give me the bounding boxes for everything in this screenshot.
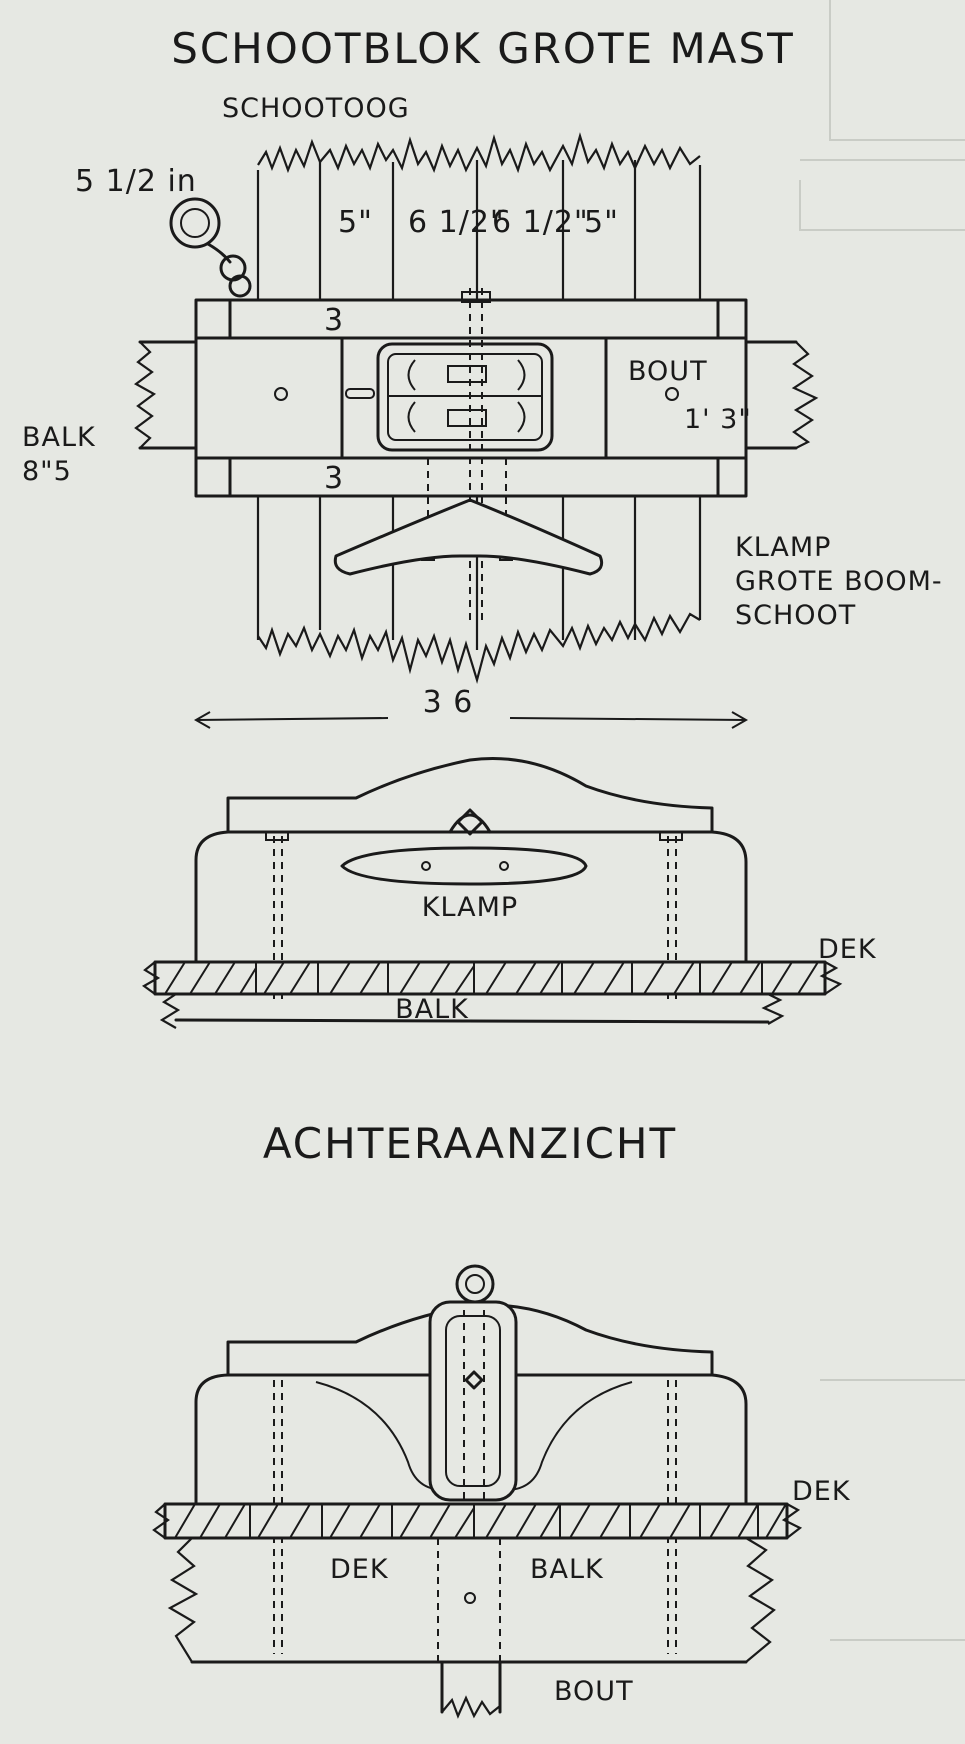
schootoog-label: SCHOOTOOG xyxy=(222,93,410,124)
ring-size-label: 5 1/2 in xyxy=(75,164,197,199)
rear-view-balk-label: BALK xyxy=(530,1554,604,1585)
rear-view-balk xyxy=(170,1538,774,1662)
side-view-balk-label: BALK xyxy=(395,994,469,1025)
plank-width-2: 6 1/2" xyxy=(408,205,505,240)
klamp-label-line1: KLAMP xyxy=(735,532,832,563)
side-view-cap xyxy=(228,758,712,832)
bout-dimension-label: 1' 3" xyxy=(684,404,752,435)
rear-view-sheave xyxy=(430,1302,516,1500)
rear-view-deck xyxy=(154,1504,800,1538)
side-view-deck xyxy=(144,962,840,994)
side-view-klamp xyxy=(342,848,586,884)
side-view xyxy=(144,758,877,1028)
plank-width-3: 6 1/2" xyxy=(492,205,589,240)
bleed-through-marks xyxy=(800,0,965,1640)
rear-view-ring-icon xyxy=(457,1266,493,1302)
schootoog-ring-icon xyxy=(171,199,250,296)
plank-width-1: 5" xyxy=(338,205,373,240)
rear-view-dek-label-inner: DEK xyxy=(330,1554,389,1585)
side-view-klamp-label: KLAMP xyxy=(421,892,519,923)
klamp-label-line3: SCHOOT xyxy=(735,600,857,631)
side-view-balk xyxy=(162,994,782,1028)
crossbar-upper-label: 3 xyxy=(324,303,345,338)
side-view-dek-label: DEK xyxy=(818,934,877,965)
width-dimension-label: 3 6 xyxy=(422,685,474,720)
rear-view-title: ACHTERAANZICHT xyxy=(262,1119,678,1168)
top-view xyxy=(22,93,943,728)
klamp-label-line2: GROTE BOOM- xyxy=(735,566,943,597)
rear-view xyxy=(154,1266,851,1716)
bout-label: BOUT xyxy=(628,356,708,387)
plank-width-4: 5" xyxy=(584,205,619,240)
rear-view-dek-label-right: DEK xyxy=(792,1476,851,1507)
klamp-boomschoot xyxy=(335,500,601,574)
balk-label: BALK xyxy=(22,422,96,453)
rear-view-bout-label: BOUT xyxy=(554,1676,634,1707)
drawing-title: SCHOOTBLOK GROTE MAST xyxy=(171,24,795,73)
rear-view-bout xyxy=(442,1662,500,1716)
balk-dimension-label: 8"5 xyxy=(22,456,72,487)
crossbar-lower-label: 3 xyxy=(324,461,345,496)
